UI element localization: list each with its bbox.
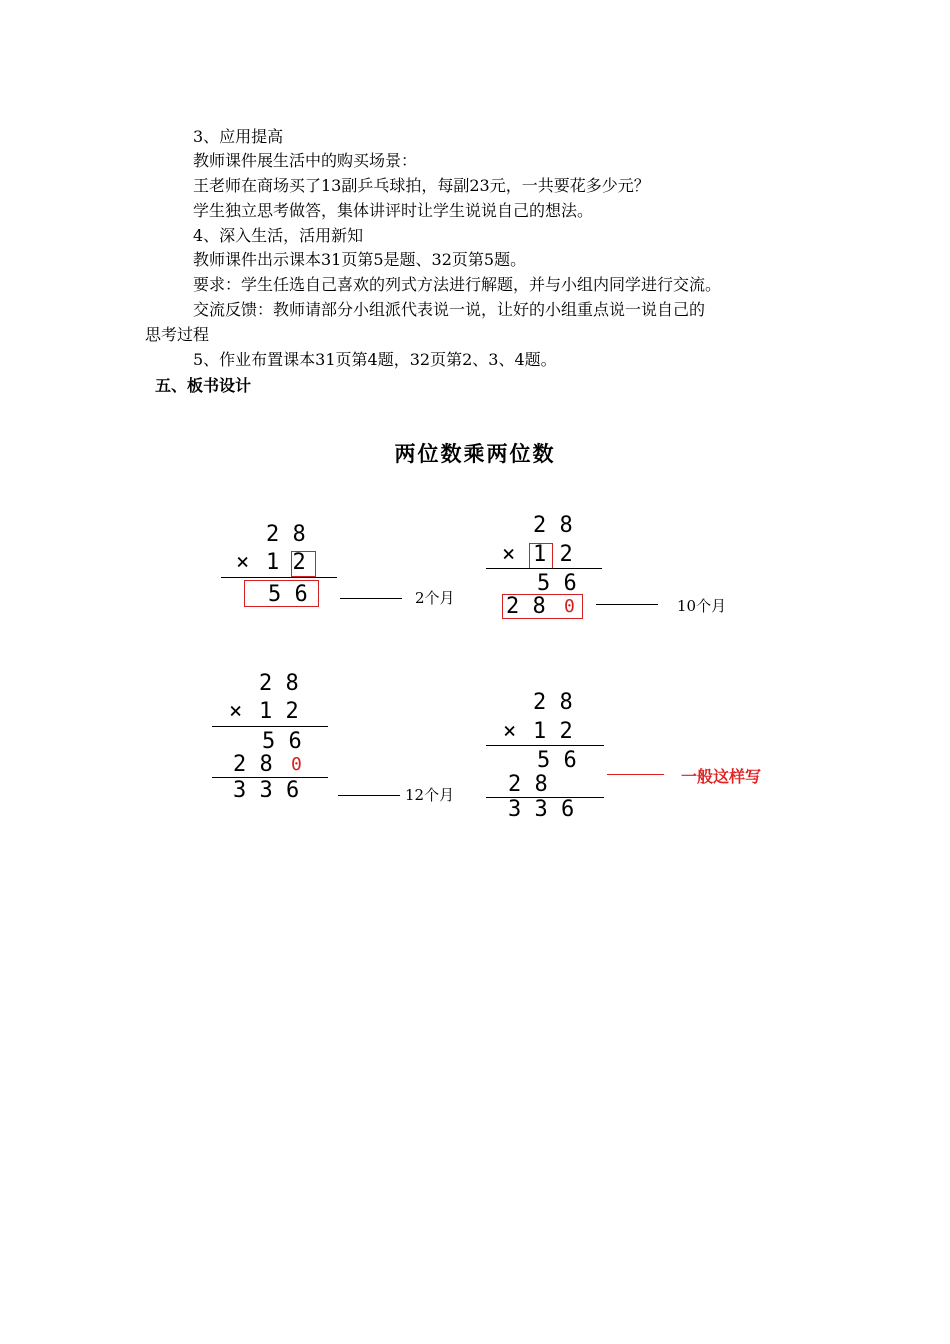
multiplier: 1 2 [259, 699, 299, 724]
multiply-sign: × [236, 550, 250, 575]
connector-line [596, 604, 658, 605]
product-rule [486, 745, 604, 746]
highlight-box-ones [291, 551, 316, 577]
connector-line [338, 795, 400, 796]
multiplicand: 2 8 [266, 522, 306, 547]
para-scene: 教师课件展生活中的购买场景： [193, 151, 418, 170]
para-problem: 王老师在商场买了13副乒乓球拍，每副23元，一共要花多少元？ [193, 176, 650, 195]
partial-product-1: 5 6 [537, 748, 577, 773]
partial-product-2: 2 8 [508, 772, 548, 797]
partial-product-2: 2 8 [233, 752, 273, 777]
section-heading: 五、板书设计 [155, 376, 252, 395]
multiplier: 1 2 [533, 542, 573, 567]
para-application: 3、应用提高 [193, 127, 284, 146]
multiplicand: 2 8 [259, 671, 299, 696]
placeholder-zero: 0 [291, 754, 302, 775]
product-rule [212, 726, 328, 727]
product-rule [486, 568, 602, 569]
highlight-box-tens [529, 543, 553, 569]
partial-product-1: 5 6 [537, 571, 577, 596]
highlight-box-partial [244, 580, 319, 607]
multiply-sign: × [229, 699, 243, 724]
para-think: 学生独立思考做答，集体讲评时让学生说说自己的想法。 [193, 201, 594, 220]
note-12-months: 12个月 [405, 786, 455, 804]
partial-product-1: 5 6 [262, 729, 302, 754]
multiplicand: 2 8 [533, 690, 573, 715]
connector-line-red [607, 774, 664, 775]
multiplicand: 2 8 [533, 513, 573, 538]
final-product: 3 3 6 [233, 778, 300, 803]
note-2-months: 2个月 [415, 589, 455, 607]
para-homework: 5、作业布置课本31页第4题，32页第2、3、4题。 [193, 350, 557, 369]
placeholder-zero: 0 [564, 596, 575, 617]
note-10-months: 10个月 [677, 597, 727, 615]
connector-line [340, 598, 402, 599]
multiply-sign: × [503, 719, 517, 744]
product-rule [221, 577, 337, 578]
final-product: 3 3 6 [508, 797, 575, 822]
para-requirement: 要求：学生任选自己喜欢的列式方法进行解题，并与小组内同学进行交流。 [193, 275, 722, 294]
para-textbook: 教师课件出示课本31页第5是题、32页第5题。 [193, 250, 527, 269]
multiplier: 1 2 [266, 550, 306, 575]
para-deepen: 4、深入生活，活用新知 [193, 226, 364, 245]
board-title: 两位数乘两位数 [394, 442, 556, 466]
partial-product-2: 2 8 [506, 594, 546, 619]
para-feedback: 交流反馈：教师请部分小组派代表说一说，让好的小组重点说一说自己的 [193, 300, 706, 319]
highlight-box-partial [502, 594, 583, 619]
partial-product: 5 6 [268, 582, 308, 607]
para-feedback-cont: 思考过程 [145, 325, 210, 344]
multiplier: 1 2 [533, 719, 573, 744]
note-usual-form: 一般这样写 [681, 767, 762, 786]
multiply-sign: × [502, 542, 516, 567]
